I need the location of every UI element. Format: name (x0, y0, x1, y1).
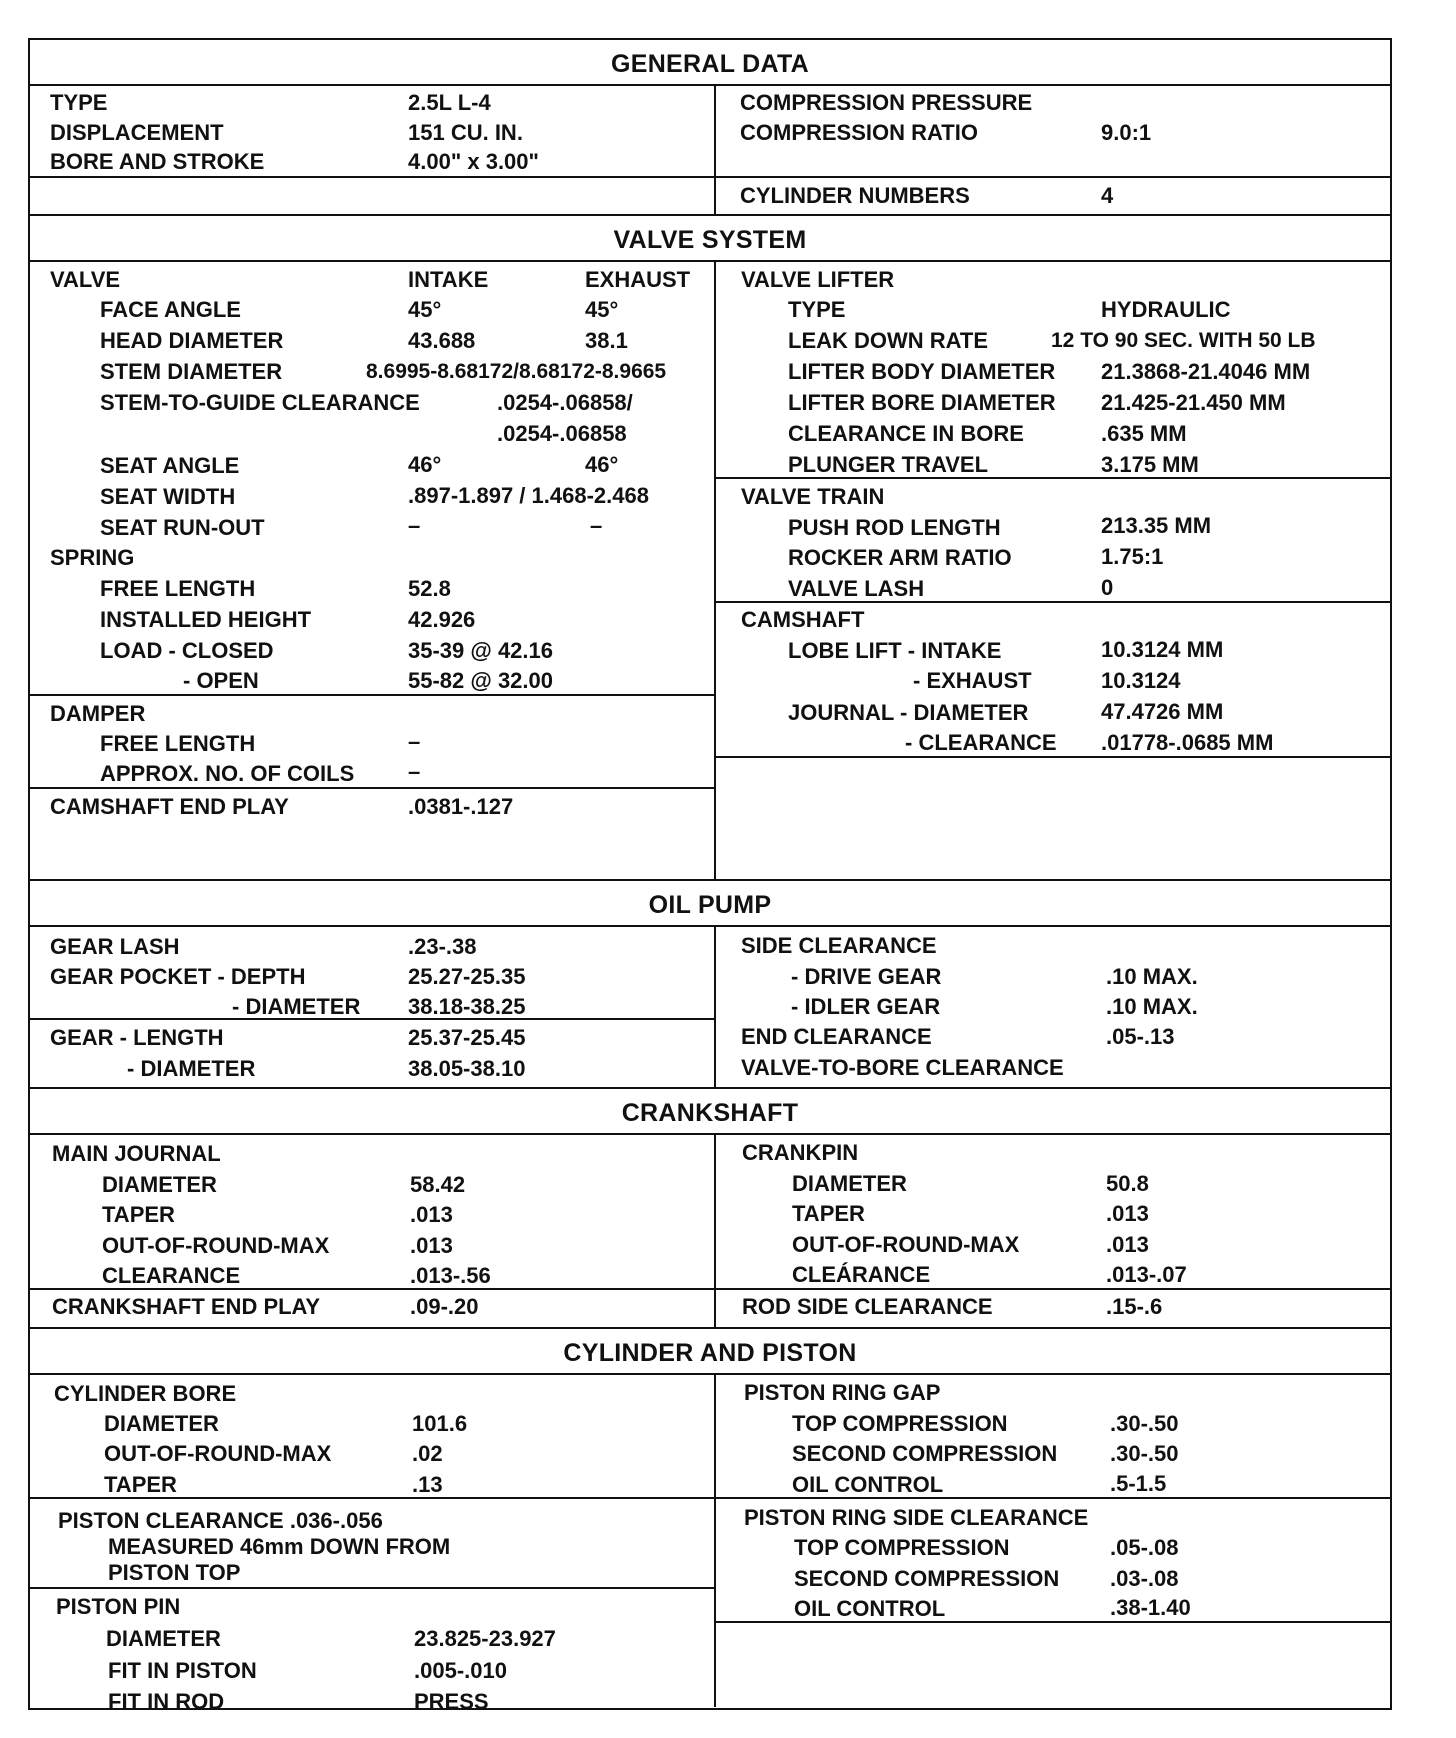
stem-guide-label: STEM-TO-GUIDE CLEARANCE (100, 390, 420, 415)
gear-diameter-value: 38.05-38.10 (408, 1056, 526, 1081)
load-open-row (30, 665, 714, 696)
free-length-value: 52.8 (408, 576, 451, 601)
end-play-value: .09-.20 (410, 1294, 479, 1319)
lash-label: VALVE LASH (788, 576, 925, 601)
gear-length-row (30, 1020, 714, 1051)
gear-lash-row (30, 927, 714, 958)
pin-diameter-value: 23.825-23.927 (414, 1626, 556, 1651)
drive-gear-value: .10 MAX. (1106, 964, 1198, 989)
train-row (716, 479, 1390, 510)
lifter-label: VALVE LIFTER (741, 267, 895, 292)
idler-gear-value: .10 MAX. (1106, 994, 1198, 1019)
load-closed-value: 35-39 @ 42.16 (408, 638, 553, 663)
head-diameter-intake: 43.688 (408, 328, 476, 353)
free-length-label: FREE LENGTH (100, 576, 256, 601)
side-label: PISTON RING SIDE CLEARANCE (744, 1505, 1089, 1530)
lifter-bore-label: LIFTER BORE DIAMETER (788, 390, 1056, 415)
load-open-value: 55-82 @ 32.00 (408, 668, 553, 693)
plunger-value: 3.175 MM (1101, 452, 1199, 477)
leak-down-row (716, 324, 1390, 355)
gap-oil-row (716, 1468, 1390, 1499)
cylinder-piston-section (30, 1327, 1390, 1714)
gap-oil-value: .5-1.5 (1110, 1471, 1167, 1496)
general-data-section (30, 40, 1390, 214)
cp-oor-label: OUT-OF-ROUND-MAX (792, 1232, 1020, 1257)
bore-label: CYLINDER BORE (54, 1381, 237, 1406)
crankpin-row (716, 1135, 1390, 1166)
main-journal-label: MAIN JOURNAL (52, 1141, 221, 1166)
seat-angle-row (30, 448, 714, 479)
mj-diameter-row (30, 1166, 714, 1197)
displacement-value: 151 CU. IN. (408, 120, 523, 145)
drive-gear-row (716, 958, 1390, 989)
cp-oor-row (716, 1228, 1390, 1259)
side-top-row (716, 1530, 1390, 1561)
end-play-row (30, 1290, 714, 1321)
compression-ratio-row (716, 116, 1390, 146)
bore-stroke-value: 4.00" x 3.00" (408, 149, 539, 174)
general-left-column (30, 86, 716, 214)
camshaft-label: CAMSHAFT (741, 607, 865, 632)
type-row (30, 86, 714, 116)
face-angle-row (30, 293, 714, 324)
head-diameter-row (30, 324, 714, 355)
gear-diameter-label: - DIAMETER (127, 1056, 256, 1081)
journal-diameter-label: JOURNAL - DIAMETER (788, 700, 1029, 725)
type-label: TYPE (50, 90, 108, 115)
clearance-bore-value: .635 MM (1101, 421, 1187, 446)
cp-oor-value: .013 (1106, 1232, 1149, 1257)
leak-down-value: 12 TO 90 SEC. WITH 50 LB (1051, 329, 1316, 352)
lifter-bore-row (716, 386, 1390, 417)
stem-diameter-row (30, 355, 714, 386)
fit-piston-value: .005-.010 (414, 1658, 507, 1683)
clearance-bore-row (716, 417, 1390, 448)
head-diameter-exhaust: 38.1 (585, 328, 628, 353)
side-clearance-row (716, 927, 1390, 958)
push-rod-row (716, 510, 1390, 541)
head-diameter-label: HEAD DIAMETER (100, 328, 284, 353)
valve-system-section (30, 214, 1390, 879)
lobe-exhaust-value: 10.3124 (1101, 668, 1181, 693)
compression-ratio-value: 9.0:1 (1101, 120, 1152, 145)
plunger-label: PLUNGER TRAVEL (788, 452, 989, 477)
camshaft-end-play-label: CAMSHAFT END PLAY (50, 794, 289, 819)
exhaust-header: EXHAUST (585, 267, 691, 292)
coils-row (30, 758, 714, 789)
end-clearance-row (716, 1020, 1390, 1051)
plunger-row (716, 448, 1390, 479)
cylinder-numbers-row (716, 178, 1390, 210)
crankshaft-title: CRANKSHAFT (30, 1089, 1390, 1135)
spring-row (30, 541, 714, 572)
pocket-diameter-label: - DIAMETER (232, 994, 361, 1019)
push-rod-label: PUSH ROD LENGTH (788, 515, 1001, 540)
compression-ratio-label: COMPRESSION RATIO (740, 120, 978, 145)
end-play-label: CRANKSHAFT END PLAY (52, 1294, 321, 1319)
pocket-diameter-row (30, 989, 714, 1020)
cp-clearance-value: .013-.07 (1106, 1262, 1187, 1287)
damper-row (30, 696, 714, 727)
stem-guide-row (30, 386, 714, 417)
seat-width-value: .897-1.897 / 1.468-2.468 (408, 483, 649, 508)
bore-diameter-row (30, 1406, 714, 1437)
spring-label: SPRING (50, 545, 135, 570)
seat-runout-exhaust: – (590, 513, 603, 538)
gear-diameter-row (30, 1051, 714, 1082)
side-oil-value: .38-1.40 (1110, 1595, 1191, 1620)
crank-left-column (30, 1135, 716, 1327)
pin-label: PISTON PIN (56, 1594, 181, 1619)
bore-taper-row (30, 1468, 714, 1499)
gap-second-label: SECOND COMPRESSION (792, 1441, 1058, 1466)
lobe-exhaust-row (716, 665, 1390, 696)
lifter-row (716, 262, 1390, 293)
side-clearance-label: SIDE CLEARANCE (741, 933, 937, 958)
mj-clearance-row (30, 1259, 714, 1290)
pin-diameter-row (30, 1620, 714, 1652)
stem-guide-value-2: .0254-.06858 (497, 421, 627, 446)
mj-oor-label: OUT-OF-ROUND-MAX (102, 1233, 330, 1258)
end-clearance-value: .05-.13 (1106, 1024, 1175, 1049)
lifter-body-label: LIFTER BODY DIAMETER (788, 359, 1056, 384)
mj-oor-row (30, 1228, 714, 1259)
leak-down-label: LEAK DOWN RATE (788, 328, 989, 353)
lobe-intake-value: 10.3124 MM (1101, 637, 1224, 662)
pocket-diameter-value: 38.18-38.25 (408, 994, 526, 1019)
valve-left-column (30, 262, 716, 879)
seat-runout-label: SEAT RUN-OUT (100, 515, 265, 540)
piston-clearance-line-1: PISTON CLEARANCE .036-.056 (58, 1508, 383, 1533)
side-oil-row (716, 1592, 1390, 1623)
gear-length-value: 25.37-25.45 (408, 1025, 526, 1050)
crank-right-column (716, 1135, 1390, 1327)
lobe-exhaust-label: - EXHAUST (913, 668, 1032, 693)
rocker-row (716, 541, 1390, 572)
drive-gear-label: - DRIVE GEAR (791, 964, 942, 989)
stem-guide-value-1: .0254-.06858/ (497, 390, 633, 415)
side-row (716, 1499, 1390, 1530)
bore-taper-label: TAPER (104, 1472, 177, 1497)
bore-oor-label: OUT-OF-ROUND-MAX (104, 1441, 332, 1466)
camshaft-end-play-value: .0381-.127 (408, 794, 514, 819)
oil-right-column (716, 927, 1390, 1087)
lifter-body-row (716, 355, 1390, 386)
cp-diameter-row (716, 1166, 1390, 1197)
crankshaft-section (30, 1087, 1390, 1327)
cp-taper-value: .013 (1106, 1201, 1149, 1226)
lobe-intake-row (716, 634, 1390, 665)
damper-free-length-row (30, 727, 714, 758)
clearance-bore-label: CLEARANCE IN BORE (788, 421, 1024, 446)
pin-diameter-label: DIAMETER (106, 1626, 221, 1651)
fit-rod-value: PRESS (414, 1689, 489, 1714)
pocket-depth-row (30, 958, 714, 989)
cyl-left-column (30, 1375, 716, 1714)
cp-clearance-row (716, 1259, 1390, 1290)
coils-value: – (408, 759, 421, 784)
main-journal-row (30, 1135, 714, 1166)
seat-runout-row (30, 510, 714, 541)
bore-diameter-label: DIAMETER (104, 1411, 219, 1436)
rod-side-value: .15-.6 (1106, 1294, 1163, 1319)
fit-piston-label: FIT IN PISTON (108, 1658, 257, 1683)
gear-length-label: GEAR - LENGTH (50, 1025, 224, 1050)
intake-header: INTAKE (408, 267, 489, 292)
seat-angle-exhaust: 46° (585, 452, 619, 477)
seat-width-row (30, 479, 714, 510)
lifter-body-value: 21.3868-21.4046 MM (1101, 359, 1311, 384)
cp-taper-label: TAPER (792, 1201, 865, 1226)
idler-gear-row (716, 989, 1390, 1020)
seat-runout-intake: – (408, 513, 421, 538)
bore-oor-value: .02 (412, 1441, 443, 1466)
cylinder-piston-title: CYLINDER AND PISTON (30, 1329, 1390, 1375)
bore-row (30, 1375, 714, 1406)
free-length-row (30, 572, 714, 603)
coils-label: APPROX. NO. OF COILS (100, 761, 355, 786)
oil-pump-title: OIL PUMP (30, 881, 1390, 927)
camshaft-end-play-row (30, 789, 714, 820)
bore-oor-row (30, 1437, 714, 1468)
valve-bore-label: VALVE-TO-BORE CLEARANCE (741, 1055, 1064, 1080)
journal-diameter-row (716, 696, 1390, 727)
side-oil-label: OIL CONTROL (794, 1596, 946, 1621)
cylinder-numbers-value: 4 (1101, 183, 1114, 208)
crankpin-label: CRANKPIN (742, 1140, 859, 1165)
rod-side-row (716, 1290, 1390, 1321)
face-angle-exhaust: 45° (585, 297, 619, 322)
cp-diameter-value: 50.8 (1106, 1171, 1149, 1196)
bore-stroke-label: BORE AND STROKE (50, 149, 265, 174)
stem-diameter-value: 8.6995-8.68172/8.68172-8.9665 (366, 360, 667, 383)
journal-clearance-row (716, 727, 1390, 758)
installed-height-label: INSTALLED HEIGHT (100, 607, 312, 632)
valve-bore-row (716, 1051, 1390, 1082)
general-data-title: GENERAL DATA (30, 40, 1390, 86)
journal-clearance-label: - CLEARANCE (905, 730, 1057, 755)
valve-header-row (30, 262, 714, 293)
installed-height-value: 42.926 (408, 607, 476, 632)
stem-guide-row-2 (30, 417, 714, 448)
lifter-type-value: HYDRAULIC (1101, 297, 1231, 322)
lifter-type-row (716, 293, 1390, 324)
mj-taper-label: TAPER (102, 1202, 175, 1227)
displacement-row (30, 116, 714, 146)
fit-rod-row (30, 1684, 714, 1714)
gap-oil-label: OIL CONTROL (792, 1472, 944, 1497)
lobe-intake-label: LOBE LIFT - INTAKE (788, 638, 1002, 663)
journal-diameter-value: 47.4726 MM (1101, 699, 1224, 724)
cyl-right-column (716, 1375, 1390, 1707)
mj-oor-value: .013 (410, 1233, 453, 1258)
lash-row (716, 572, 1390, 603)
gap-top-value: .30-.50 (1110, 1411, 1179, 1436)
mj-clearance-value: .013-.56 (410, 1263, 491, 1288)
mj-taper-value: .013 (410, 1202, 453, 1227)
side-top-value: .05-.08 (1110, 1535, 1179, 1560)
valve-right-column (716, 262, 1390, 879)
cp-diameter-label: DIAMETER (792, 1171, 907, 1196)
rocker-label: ROCKER ARM RATIO (788, 545, 1012, 570)
push-rod-value: 213.35 MM (1101, 513, 1212, 538)
damper-free-length-label: FREE LENGTH (100, 731, 256, 756)
gap-label: PISTON RING GAP (744, 1380, 941, 1405)
bore-diameter-value: 101.6 (412, 1411, 468, 1436)
piston-clearance-line-3: PISTON TOP (108, 1560, 241, 1585)
cylinder-numbers-label: CYLINDER NUMBERS (740, 183, 970, 208)
valve-system-title: VALVE SYSTEM (30, 216, 1390, 262)
load-open-label: - OPEN (183, 668, 259, 693)
installed-height-row (30, 603, 714, 634)
seat-width-label: SEAT WIDTH (100, 484, 236, 509)
fit-piston-row (30, 1652, 714, 1684)
rocker-value: 1.75:1 (1101, 544, 1164, 569)
type-value: 2.5L L-4 (408, 90, 491, 115)
rod-side-label: ROD SIDE CLEARANCE (742, 1294, 993, 1319)
bore-stroke-row (30, 146, 714, 178)
bore-taper-value: .13 (412, 1472, 443, 1497)
valve-label: VALVE (50, 267, 121, 292)
mj-diameter-label: DIAMETER (102, 1172, 217, 1197)
mj-clearance-label: CLEARANCE (102, 1263, 241, 1288)
journal-clearance-value: .01778-.0685 MM (1101, 730, 1274, 755)
seat-angle-intake: 46° (408, 452, 442, 477)
load-closed-label: LOAD - CLOSED (100, 638, 274, 663)
pin-row (30, 1589, 714, 1620)
stem-diameter-label: STEM DIAMETER (100, 359, 283, 384)
gap-second-row (716, 1437, 1390, 1468)
damper-label: DAMPER (50, 701, 146, 726)
oil-pump-section (30, 879, 1390, 1087)
cp-taper-row (716, 1197, 1390, 1228)
side-second-label: SECOND COMPRESSION (794, 1566, 1060, 1591)
compression-pressure-label: COMPRESSION PRESSURE (740, 90, 1033, 115)
piston-clearance-line-2: MEASURED 46mm DOWN FROM (108, 1534, 451, 1559)
gear-lash-label: GEAR LASH (50, 934, 180, 959)
mj-taper-row (30, 1197, 714, 1228)
face-angle-intake: 45° (408, 297, 442, 322)
seat-angle-label: SEAT ANGLE (100, 453, 240, 478)
lifter-type-label: TYPE (788, 297, 846, 322)
side-top-label: TOP COMPRESSION (794, 1535, 1010, 1560)
side-second-row (716, 1561, 1390, 1592)
gap-row (716, 1375, 1390, 1406)
train-label: VALVE TRAIN (741, 484, 885, 509)
gap-top-row (716, 1406, 1390, 1437)
damper-free-length-value: – (408, 729, 421, 754)
lifter-bore-value: 21.425-21.450 MM (1101, 390, 1286, 415)
piston-clearance-block (30, 1499, 714, 1589)
gear-lash-value: .23-.38 (408, 934, 477, 959)
displacement-label: DISPLACEMENT (50, 120, 224, 145)
mj-diameter-value: 58.42 (410, 1172, 466, 1197)
load-closed-row (30, 634, 714, 665)
idler-gear-label: - IDLER GEAR (791, 994, 941, 1019)
spec-sheet (28, 38, 1392, 1714)
fit-rod-label: FIT IN ROD (108, 1689, 225, 1714)
gap-second-value: .30-.50 (1110, 1441, 1179, 1466)
lash-value: 0 (1101, 575, 1114, 600)
cp-clearance-label: CLEÁRANCE (792, 1262, 931, 1287)
pocket-depth-value: 25.27-25.35 (408, 964, 526, 989)
general-right-column (716, 86, 1390, 214)
pocket-depth-label: GEAR POCKET - DEPTH (50, 964, 306, 989)
oil-left-column (30, 927, 716, 1087)
face-angle-label: FACE ANGLE (100, 297, 241, 322)
end-clearance-label: END CLEARANCE (741, 1024, 932, 1049)
gap-top-label: TOP COMPRESSION (792, 1411, 1008, 1436)
camshaft-row (716, 603, 1390, 634)
general-blank-row (716, 146, 1390, 178)
compression-pressure-row (716, 86, 1390, 116)
side-second-value: .03-.08 (1110, 1566, 1179, 1591)
